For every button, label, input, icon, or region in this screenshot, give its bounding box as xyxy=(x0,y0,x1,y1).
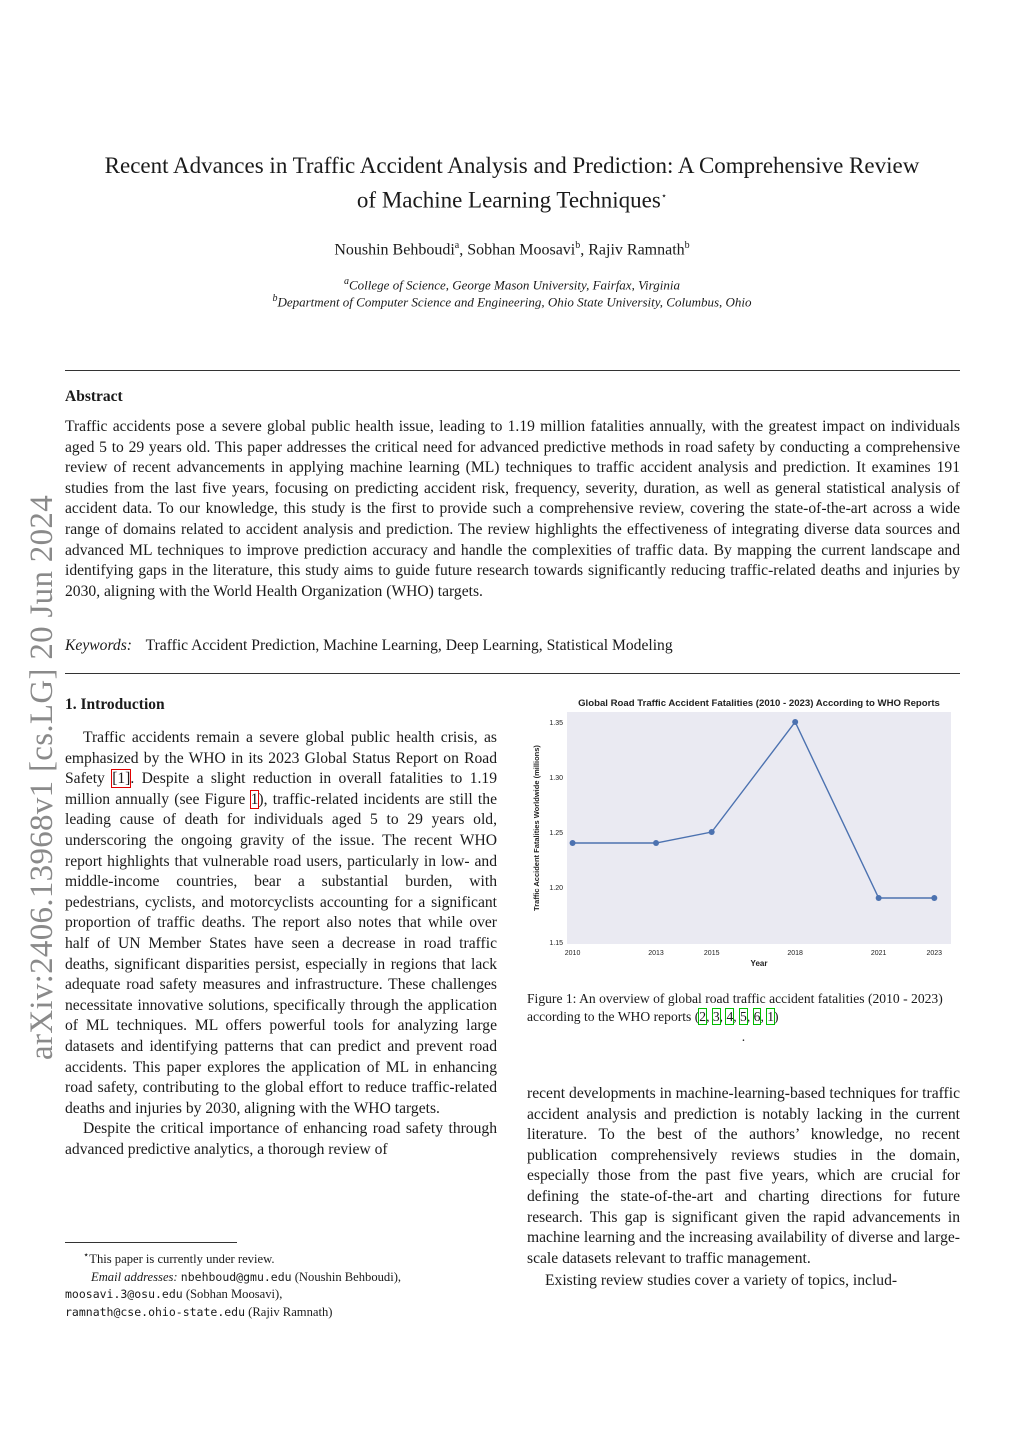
email-address[interactable]: ramnath@cse.ohio-state.edu xyxy=(65,1304,246,1319)
data-point xyxy=(931,895,937,901)
intro-left-column xyxy=(65,728,497,1160)
plot-background xyxy=(567,712,951,944)
y-tick-label: 1.30 xyxy=(549,775,563,782)
y-tick-label: 1.35 xyxy=(549,720,563,727)
title-footnote-mark: ⋆ xyxy=(660,191,668,202)
caption-text: Figure 1: An overview of global road traffic accident fatalities (2010 - 2023) according to the WHO reports ( xyxy=(527,991,943,1024)
x-tick-label: 2018 xyxy=(787,950,803,957)
email-address[interactable]: nbehboud@gmu.edu xyxy=(180,1269,292,1284)
keywords-label: Keywords: xyxy=(65,637,132,654)
citation-link[interactable]: 4 xyxy=(726,1009,734,1024)
footnote-text: This paper is currently under review. xyxy=(89,1252,275,1267)
citation-link[interactable]: 1 xyxy=(767,1009,775,1024)
author-name: Sobhan Moosavi xyxy=(467,241,576,259)
y-tick-label: 1.20 xyxy=(549,885,563,892)
footnote-divider xyxy=(65,1242,237,1243)
text-run: Traffic accidents remain a severe global public health crisis, as emphasized by the WHO in its 2023 Global Status Report on Road Safety xyxy=(65,729,497,788)
email-label: Email addresses: xyxy=(91,1269,178,1284)
title-line-2: of Machine Learning Techniques xyxy=(356,187,661,213)
keywords xyxy=(65,637,960,655)
text-run: ), traffic-related incidents are still the leading cause of death for individuals aged 5 to 29 years old, underscoring the ongoing gravity of the issue. The recent WHO report highlights that vulnerable road users, particularly in low- and middle-income countries, bear a substantial burden, with pedestrians, cyclists, and motorcyclists accounting for a significant proportion of traffic deaths. The report also notes that while over half of UN Member States have seen a decrease in road traffic deaths, significant disparities persist, especially in regions that lack adequate road safety measures and infrastructure. These challenges necessitate innovative solutions, specifically through the application of ML techniques. ML offers powerful tools for analyzing large datasets and identifying patterns that can predict and prevent road accidents. This paper explores the application of ML in enhancing road safety, contributing to the global effort to reduce traffic-related deaths and injuries by 2030, aligning with the WHO targets. xyxy=(65,790,497,1117)
text-run: . Despite a slight reduction in overall fatalities to 1.19 million annually (see Figure xyxy=(65,770,497,808)
intro-right-column xyxy=(527,1084,960,1292)
intro-paragraph-1 xyxy=(65,728,497,1119)
affil-text: Department of Computer Science and Engineering, Ohio State University, Columbus, Ohio xyxy=(277,294,752,310)
data-point xyxy=(709,829,715,835)
footnote-email-line xyxy=(65,1286,505,1304)
author-affil-mark: b xyxy=(575,240,581,251)
affil-mark: a xyxy=(344,276,350,287)
caption-dot: . xyxy=(741,1029,746,1044)
keywords-list: Traffic Accident Prediction, Machine Learning, Deep Learning, Statistical Modeling xyxy=(145,637,673,654)
section-heading-introduction: 1. Introduction xyxy=(65,696,165,713)
footnote-emails xyxy=(65,1269,505,1287)
figure-caption: Figure 1: An overview of global road traffic accident fatalities (2010 - 2023) according to the WHO reports (2, 3, 4, 5, 6, 1) . xyxy=(527,990,960,1046)
footnote-email-line xyxy=(65,1304,505,1322)
footnotes xyxy=(65,1247,505,1321)
citation-link[interactable]: [1] xyxy=(112,770,131,788)
citation-link[interactable]: 5 xyxy=(740,1009,747,1024)
x-tick-label: 2015 xyxy=(703,950,720,957)
y-axis-label: Traffic Accident Fatalities Worldwide (millions) xyxy=(532,745,541,911)
citation-link[interactable]: 3 xyxy=(712,1009,720,1024)
caption-text: ) xyxy=(774,1009,779,1024)
top-divider xyxy=(65,370,960,371)
citation-link[interactable]: 6 xyxy=(753,1009,761,1024)
intro-paragraph-2: Despite the critical importance of enhancing road safety through advanced predictive analytics, a thorough review of xyxy=(65,1120,497,1158)
author-name: Rajiv Ramnath xyxy=(588,241,685,259)
email-owner: (Sobhan Moosavi), xyxy=(185,1287,283,1302)
figure-link[interactable]: 1 xyxy=(250,790,259,808)
chart-title: Global Road Traffic Accident Fatalities (2010 - 2023) According to WHO Reports xyxy=(578,698,940,709)
fatalities-line-chart xyxy=(527,692,960,977)
x-tick-label: 2013 xyxy=(648,950,664,957)
abstract-divider xyxy=(65,673,960,674)
y-tick-label: 1.15 xyxy=(549,940,563,947)
author-affil-mark: b xyxy=(684,240,690,251)
arxiv-identifier: arXiv:2406.13968v1 [cs.LG] 20 Jun 2024 xyxy=(24,494,60,1060)
x-tick-label: 2010 xyxy=(564,950,581,957)
affil-text: College of Science, George Mason University, Fairfax, Virginia xyxy=(349,277,680,293)
footnote-review xyxy=(65,1247,505,1269)
x-tick-label: 2021 xyxy=(870,950,887,957)
email-owner: (Rajiv Ramnath) xyxy=(248,1304,333,1319)
y-tick-label: 1.25 xyxy=(549,830,563,837)
affiliation-a xyxy=(60,276,964,293)
author-affil-mark: a xyxy=(454,240,460,251)
affil-mark: b xyxy=(272,293,278,304)
footnote-mark: ⋆ xyxy=(83,1250,90,1261)
title-line-1: Recent Advances in Traffic Accident Analysis and Prediction: A Comprehensive Review xyxy=(104,153,920,178)
data-point xyxy=(570,840,576,846)
data-point xyxy=(792,719,798,725)
x-tick-label: 2023 xyxy=(926,950,943,957)
author-list: Noushin Behboudi$^a$, Sobhan Moosavi$^b$, Rajiv Ramnath$^b$ xyxy=(334,240,690,259)
intro-paragraph-3: recent developments in machine-learning-based techniques for traffic accident analysis and prediction is notably lacking in the current literature. To the best of the authors’ knowledge, no recent publication comprehensively reviews studies in the domain, especially those from the past five years, which are crucial for defining the state-of-the-art and charting directions for future research. This gap is significant given the rapid advancements in machine learning and the increasing availability of diverse and large-scale datasets relevant to traffic management. xyxy=(527,1085,960,1267)
author-name: Noushin Behboudi xyxy=(334,241,455,259)
email-address[interactable]: moosavi.3@osu.edu xyxy=(65,1287,183,1302)
data-point xyxy=(876,895,882,901)
abstract-text: Traffic accidents pose a severe global public health issue, leading to 1.19 million fatalities annually, with the greatest impact on individuals aged 5 to 29 years old. This paper addresses the critical need for advanced predictive methods in road safety by conducting a comprehensive review of recent advancements in applying machine learning (ML) techniques to traffic accident analysis and prediction. It examines 191 studies from the last five years, focusing on predicting accident risk, frequency, severity, duration, as well as general statistical analysis of accident data. To our knowledge, this study is the first to provide such a comprehensive review, covering the state-of-the-art across a wide range of domains related to accident analysis and prediction. The review highlights the effectiveness of integrating diverse data sources and advanced ML techniques to improve prediction accuracy and handle the complexities of traffic data. By mapping the current landscape and identifying gaps in the literature, this study aims to guide future research towards significantly reducing traffic-related deaths and injuries by 2030, aligning with the World Health Organization (WHO) targets. xyxy=(65,418,960,600)
intro-paragraph-4: Existing review studies cover a variety of topics, includ- xyxy=(545,1272,898,1290)
x-axis-label: Year xyxy=(750,959,768,968)
abstract-heading: Abstract xyxy=(65,388,123,405)
email-owner: (Noushin Behboudi), xyxy=(294,1269,402,1284)
data-point xyxy=(653,840,659,846)
paper-title xyxy=(60,150,964,216)
affiliation-b xyxy=(60,293,964,310)
citation-link[interactable]: 2 xyxy=(699,1009,707,1024)
